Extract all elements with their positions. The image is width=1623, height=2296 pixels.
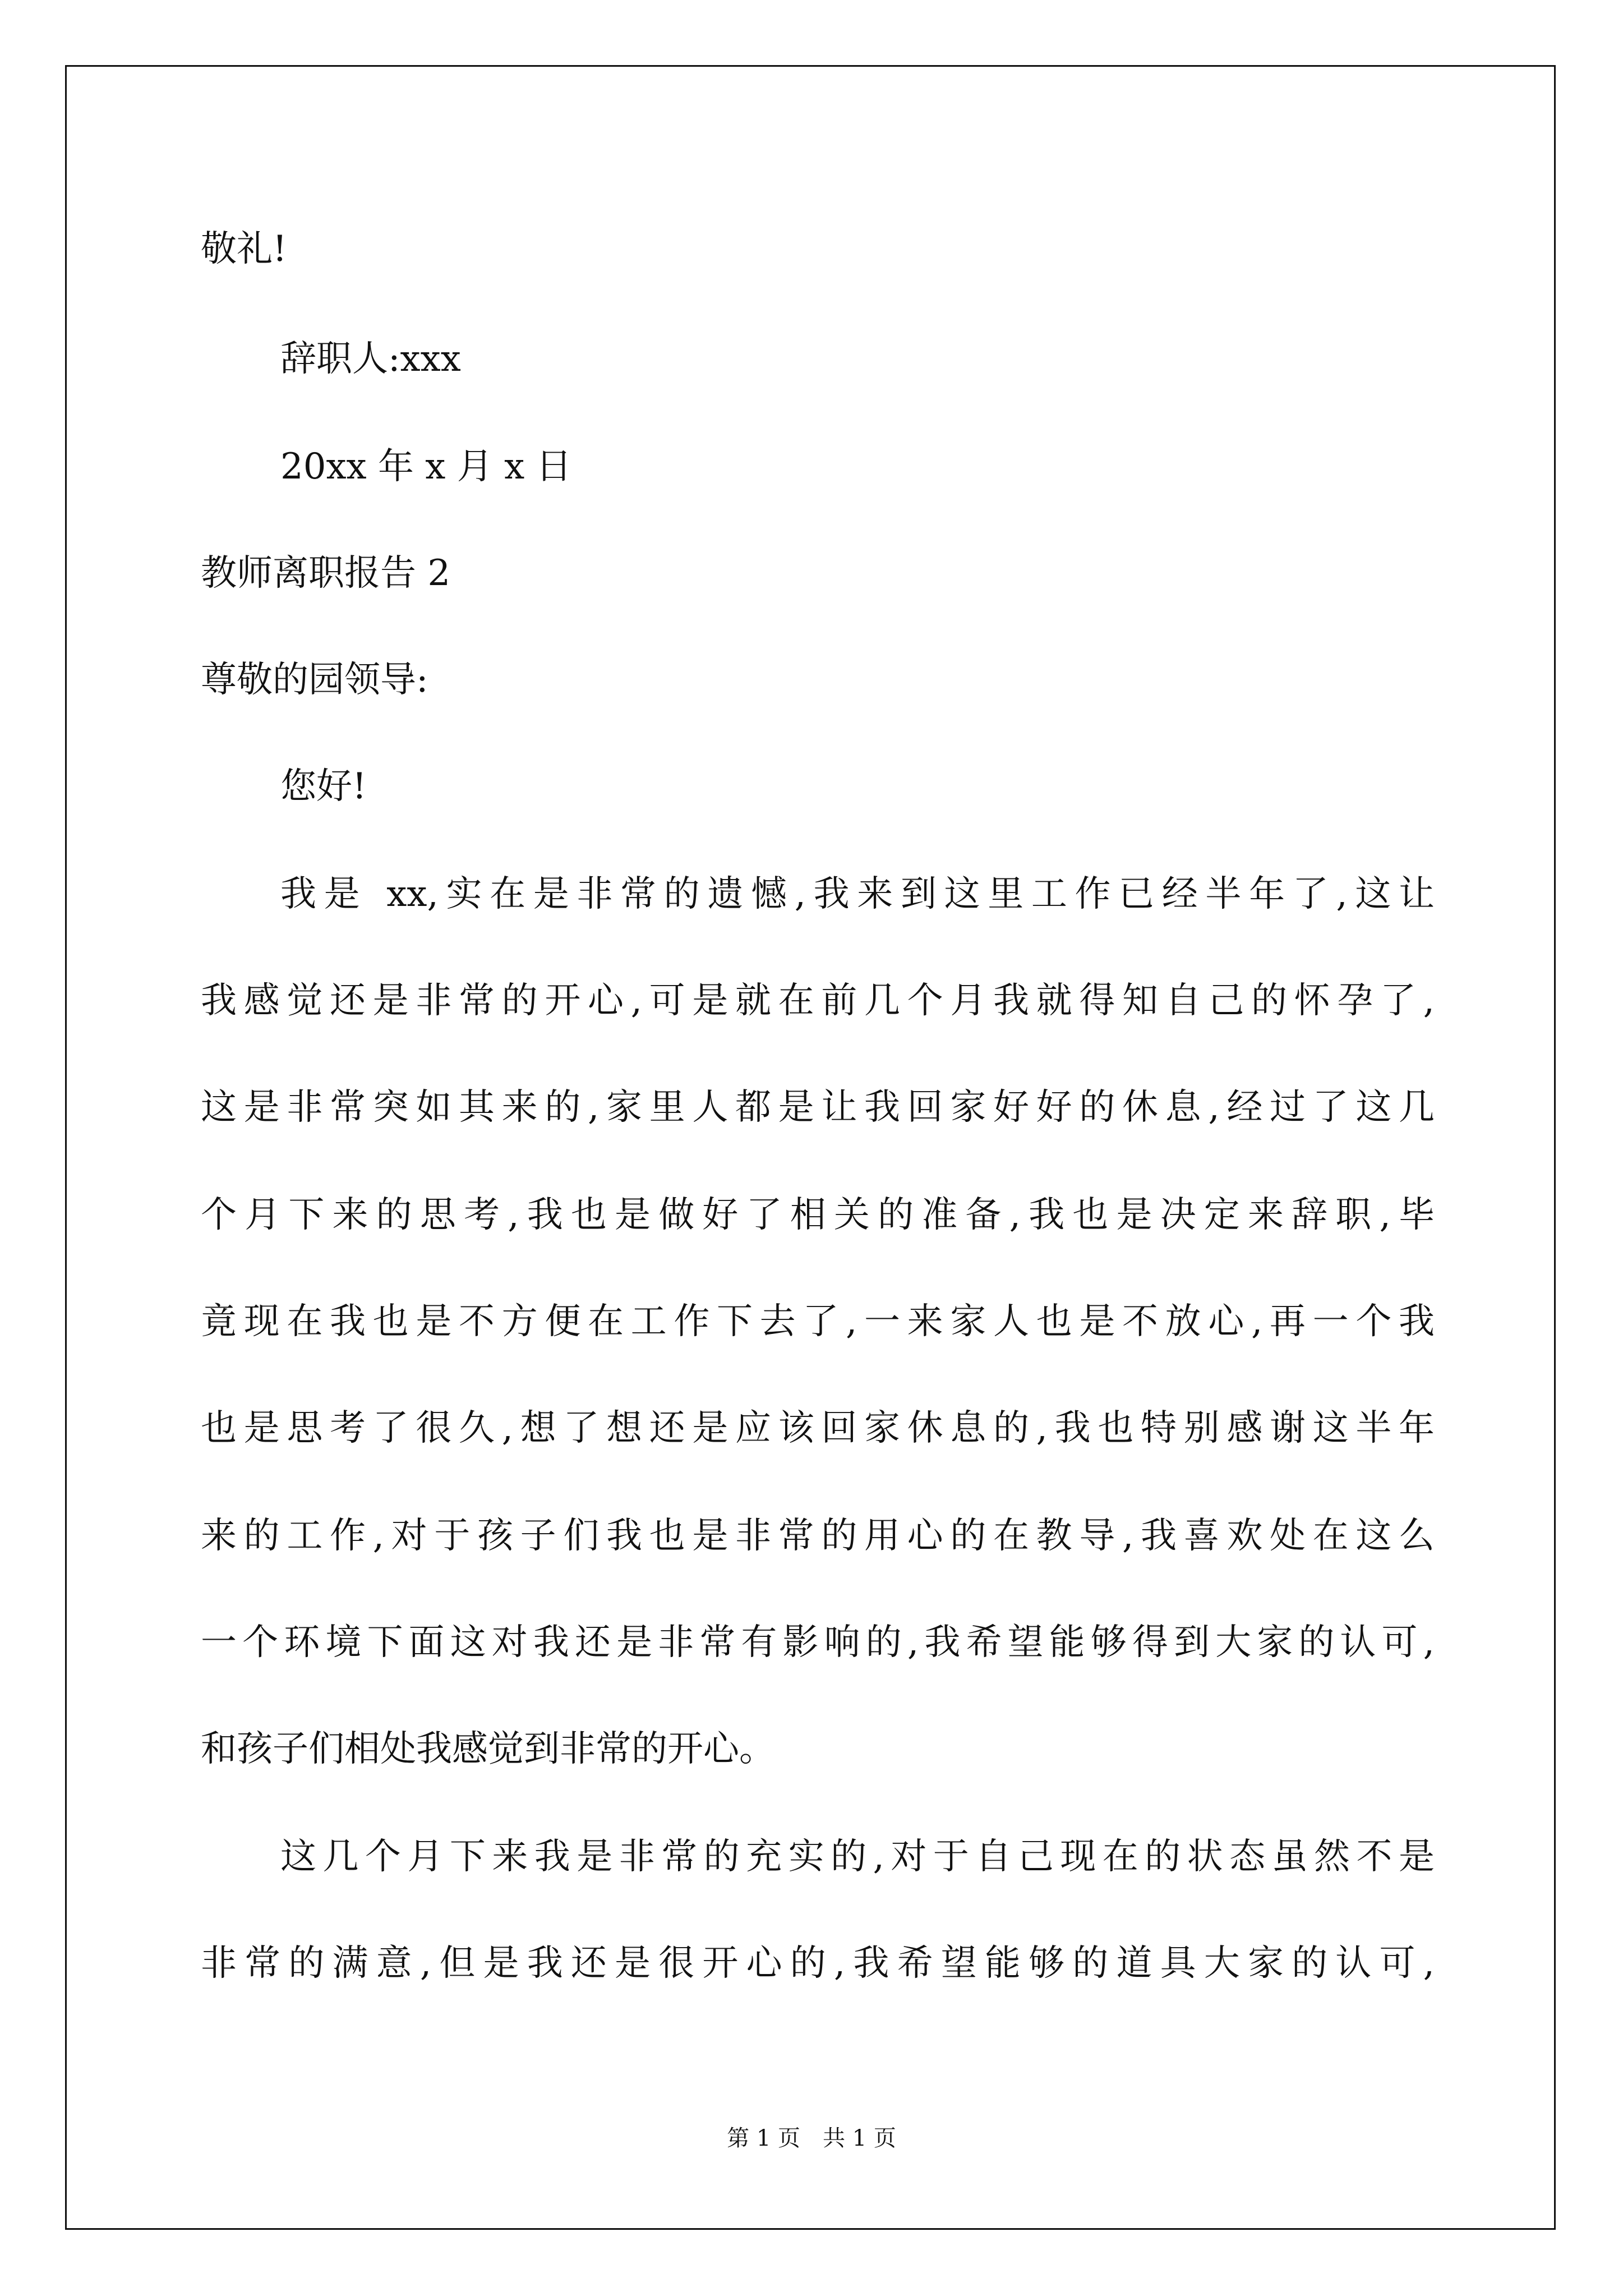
page-number-footer: 第 1 页 共 1 页 bbox=[727, 2125, 896, 2151]
greeting-line: 您好! bbox=[280, 766, 367, 807]
recipient-salutation: 尊敬的园领导: bbox=[201, 659, 428, 701]
body-line: 和孩子们相处我感觉到非常的开心。 bbox=[201, 1728, 775, 1770]
body-line: 这几个月下来我是非常的充实的,对于自己现在的状态虽然不是 bbox=[280, 1836, 1435, 1878]
body-line: 非常的满意,但是我还是很开心的,我希望能够的道具大家的认可, bbox=[201, 1943, 1435, 1984]
body-line: 一个环境下面这对我还是非常有影响的,我希望能够得到大家的认可, bbox=[201, 1622, 1435, 1663]
closing-salutation: 敬礼! bbox=[201, 228, 287, 270]
date-line: 20xx 年 x 月 x 日 bbox=[280, 446, 572, 487]
body-line: 这是非常突如其来的,家里人都是让我回家好好的休息,经过了这几 bbox=[201, 1087, 1435, 1128]
body-line: 我感觉还是非常的开心,可是就在前几个月我就得知自己的怀孕了, bbox=[201, 980, 1435, 1022]
body-line: 个月下来的思考,我也是做好了相关的准备,我也是决定来辞职,毕 bbox=[201, 1194, 1435, 1236]
body-line: 来的工作,对于孩子们我也是非常的用心的在教导,我喜欢处在这么 bbox=[201, 1515, 1435, 1557]
body-line: 我是 xx,实在是非常的遗憾,我来到这里工作已经半年了,这让 bbox=[280, 873, 1435, 915]
page-border bbox=[65, 65, 1556, 2230]
signature-line: 辞职人:xxx bbox=[280, 338, 461, 380]
section-title: 教师离职报告 2 bbox=[201, 553, 451, 594]
body-line: 竟现在我也是不方便在工作下去了,一来家人也是不放心,再一个我 bbox=[201, 1301, 1435, 1342]
body-line: 也是思考了很久,想了想还是应该回家休息的,我也特别感谢这半年 bbox=[201, 1407, 1435, 1449]
